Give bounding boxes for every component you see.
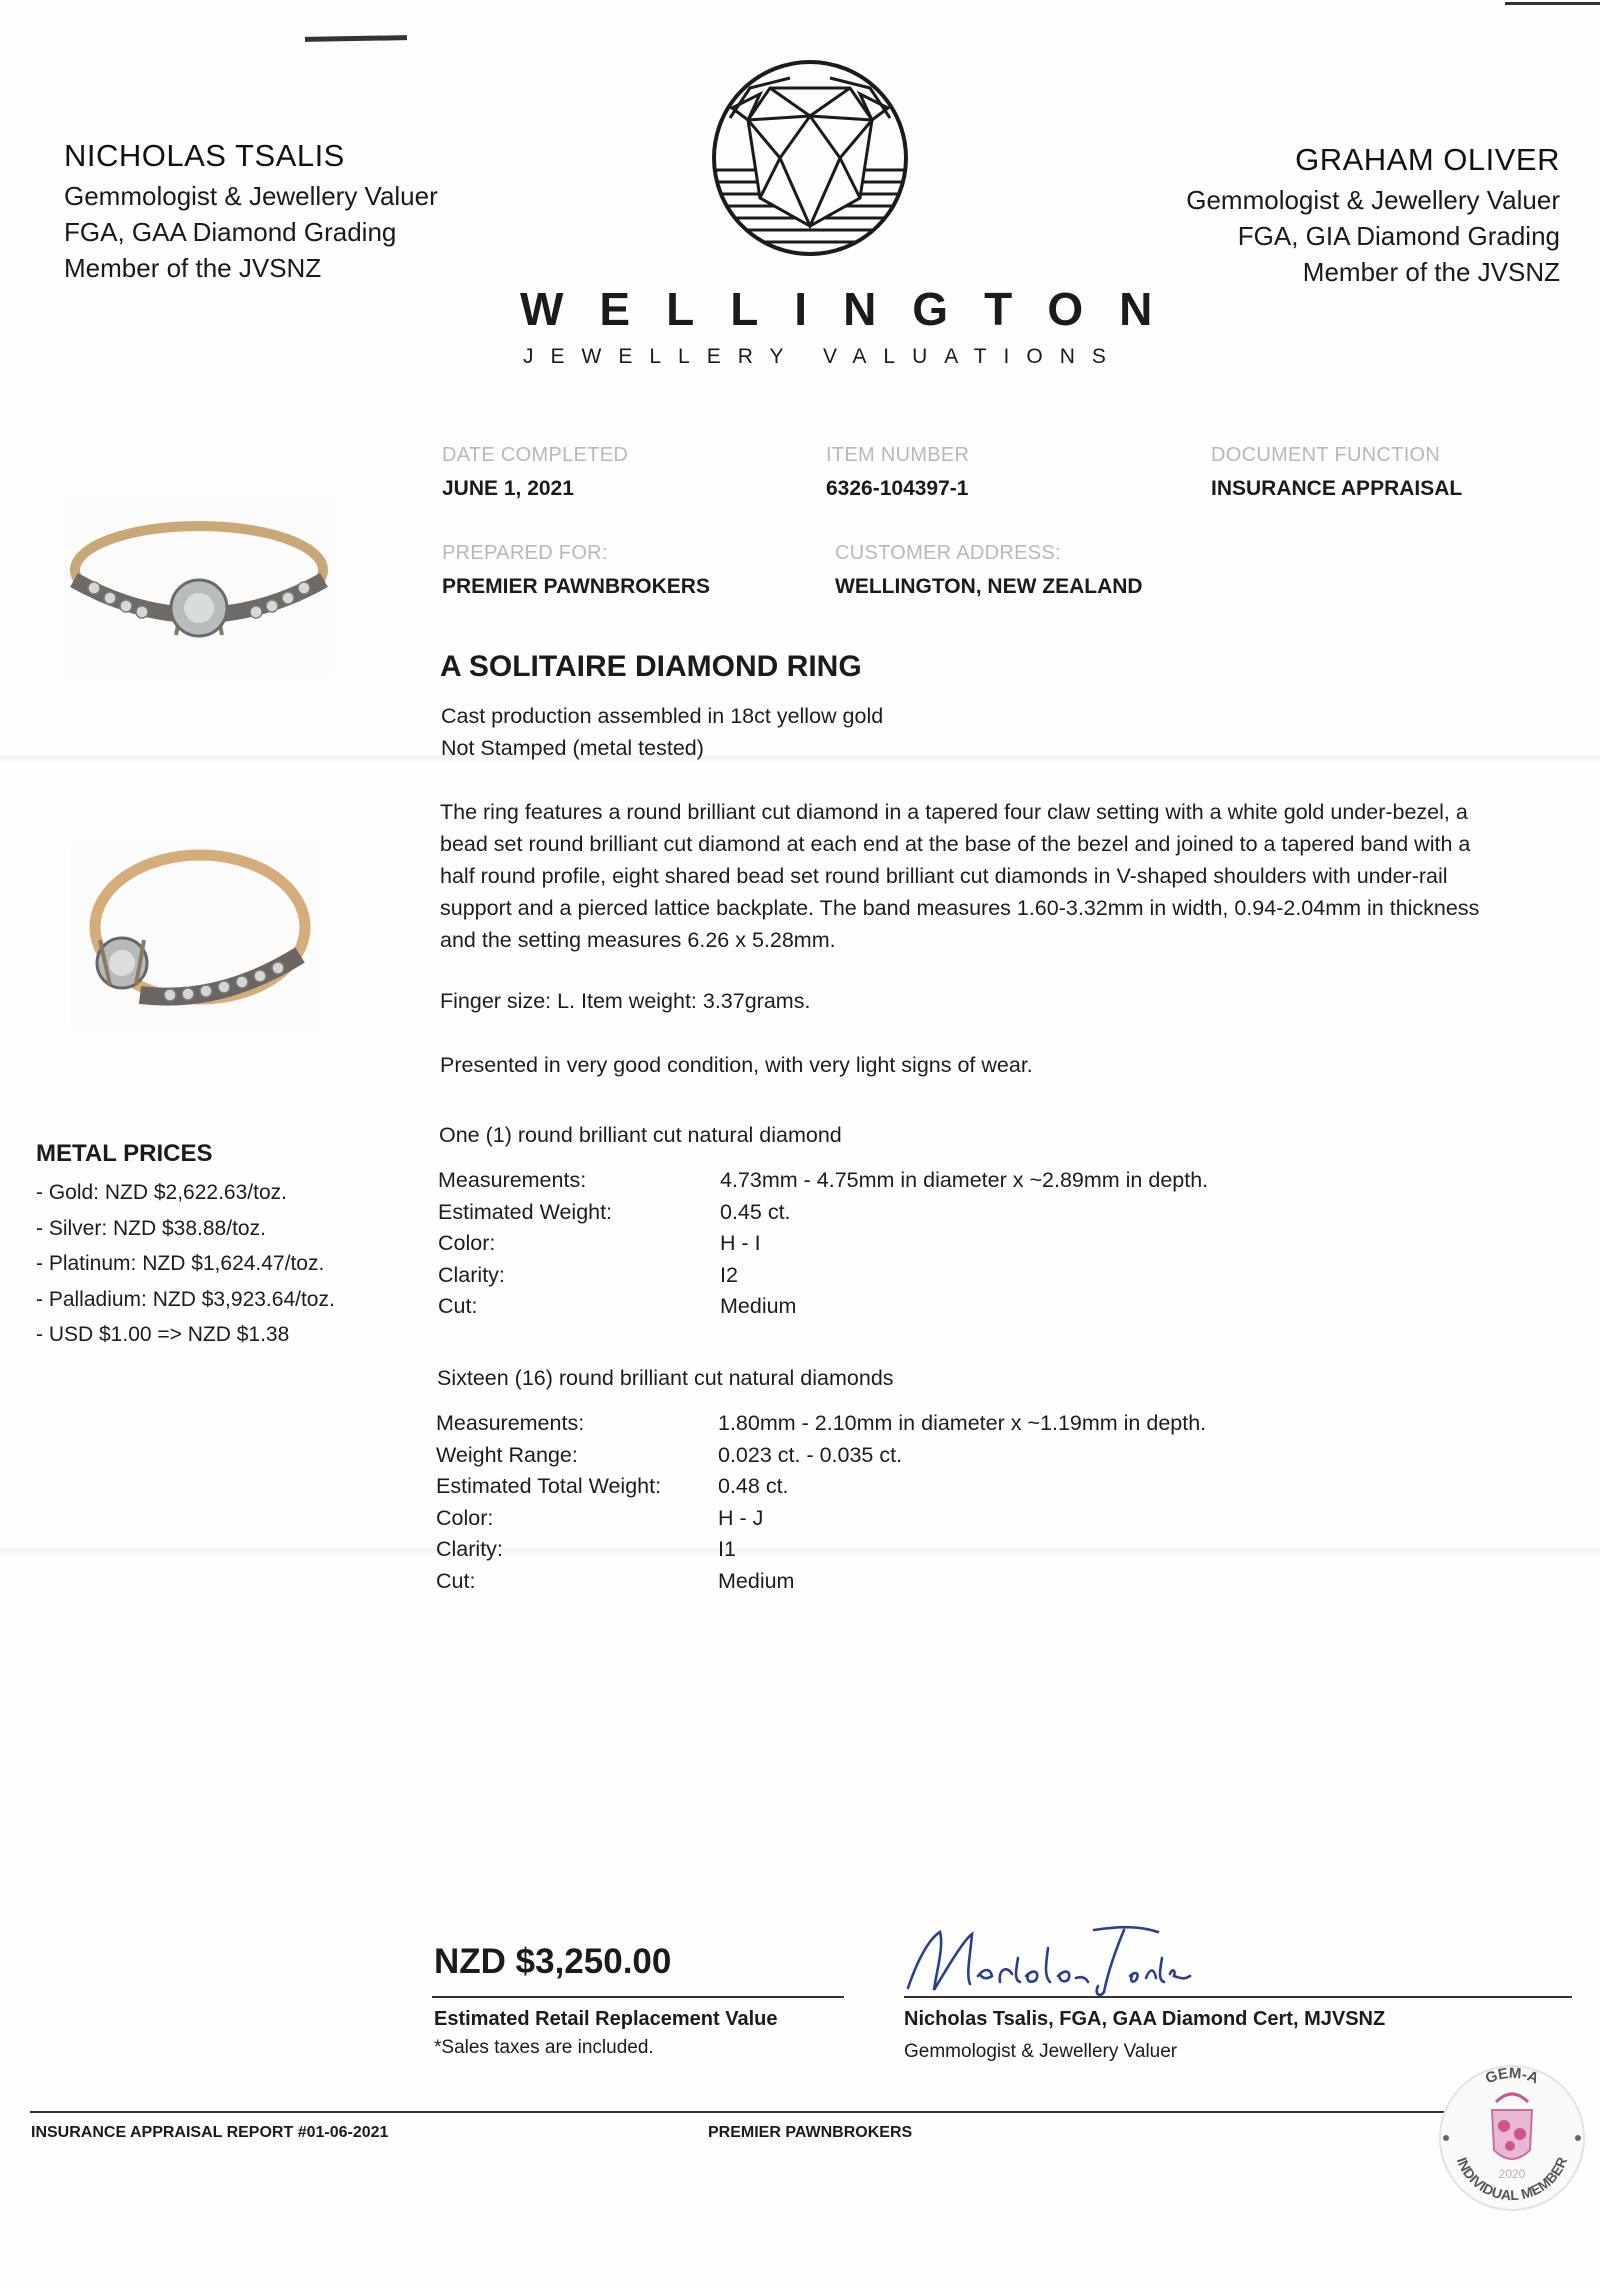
spec-value: Medium xyxy=(720,1294,797,1319)
spec-key: Measurements: xyxy=(436,1411,585,1436)
item-description-line: and the setting measures 6.26 x 5.28mm. xyxy=(440,928,836,952)
item-description-line: bead set round brilliant cut diamond at each end at the base of the bezel and joined to a tapered band with a xyxy=(440,832,1471,856)
spec-value: 0.45 ct. xyxy=(720,1199,791,1224)
spec-key: Cut: xyxy=(438,1294,478,1319)
spec-row xyxy=(438,1260,1208,1292)
pen-mark xyxy=(305,35,407,42)
item-description xyxy=(440,796,1560,956)
item-material-line: Cast production assembled in 18ct yellow gold xyxy=(441,704,884,728)
pen-mark xyxy=(1505,2,1600,5)
item-material xyxy=(441,700,883,764)
valuer-right-membership: Member of the JVSNZ xyxy=(1302,257,1560,287)
metal-price-item: - Gold: NZD $2,622.63/toz. xyxy=(36,1181,287,1204)
spec-row xyxy=(438,1291,1208,1323)
field-label: DOCUMENT FUNCTION xyxy=(1211,444,1441,466)
price-rule xyxy=(432,1996,844,1998)
seal-text-top: GEM-A xyxy=(1483,2064,1541,2088)
brand-name: WELLINGTON xyxy=(520,283,1189,335)
valuer-left-block xyxy=(64,138,438,286)
spec-value: I1 xyxy=(718,1537,736,1562)
field-label: PREPARED FOR: xyxy=(442,542,608,564)
field-item-number xyxy=(826,444,969,501)
item-description-line: support and a pierced lattice backplate. The band measures 1.60-3.32mm in width, 0.94-2.04mm in thickness xyxy=(440,896,1480,920)
item-condition: Presented in very good condition, with very light signs of wear. xyxy=(440,1053,1033,1077)
field-customer-address xyxy=(835,542,1143,599)
valuer-left-title: Gemmologist & Jewellery Valuer xyxy=(64,181,438,211)
item-title: A SOLITAIRE DIAMOND RING xyxy=(440,650,862,683)
spec-value: H - J xyxy=(718,1505,764,1530)
valuer-right-title: Gemmologist & Jewellery Valuer xyxy=(1186,185,1560,215)
field-label: ITEM NUMBER xyxy=(826,444,970,466)
spec-key: Clarity: xyxy=(438,1262,505,1287)
spec-value: Medium xyxy=(718,1568,795,1593)
valuer-left-membership: Member of the JVSNZ xyxy=(64,253,322,283)
diamond-group-2-specs xyxy=(436,1408,1206,1597)
valuer-right-name: GRAHAM OLIVER xyxy=(1295,142,1560,177)
footer-rule xyxy=(30,2111,1450,2113)
spec-value: 1.80mm - 2.10mm in diameter x ~1.19mm in depth. xyxy=(718,1411,1207,1436)
replacement-value-label: Estimated Retail Replacement Value xyxy=(434,2008,778,2030)
footer-report-number: INSURANCE APPRAISAL REPORT #01-06-2021 xyxy=(31,2124,389,2141)
signature-image xyxy=(900,1918,1200,2000)
field-value: WELLINGTON, NEW ZEALAND xyxy=(835,575,1143,598)
spec-key: Clarity: xyxy=(436,1537,503,1562)
field-label: DATE COMPLETED xyxy=(442,444,629,466)
field-value: PREMIER PAWNBROKERS xyxy=(442,575,710,598)
valuer-left-qualification: FGA, GAA Diamond Grading xyxy=(64,217,397,247)
replacement-value: NZD $3,250.00 xyxy=(434,1942,672,1981)
metal-prices-list xyxy=(36,1175,335,1353)
diamond-group-1-specs xyxy=(438,1165,1208,1323)
spec-value: H - I xyxy=(720,1231,761,1256)
tax-note: *Sales taxes are included. xyxy=(434,2037,654,2058)
spec-key: Measurements: xyxy=(438,1168,587,1193)
signature-rule xyxy=(904,1996,1572,1998)
diamond-group-2-heading: Sixteen (16) round brilliant cut natural diamonds xyxy=(437,1366,894,1390)
wellington-logo-icon xyxy=(710,58,910,258)
spec-key: Color: xyxy=(436,1505,494,1530)
spec-row xyxy=(436,1408,1206,1440)
spec-value: 4.73mm - 4.75mm in diameter x ~2.89mm in depth. xyxy=(720,1168,1209,1193)
metal-price-item: - Platinum: NZD $1,624.47/toz. xyxy=(36,1252,325,1275)
metal-price-item: - Silver: NZD $38.88/toz. xyxy=(36,1216,266,1240)
spec-row xyxy=(436,1566,1206,1598)
spec-value: 0.023 ct. - 0.035 ct. xyxy=(718,1442,903,1467)
spec-key: Cut: xyxy=(436,1568,476,1593)
signatory-name: Nicholas Tsalis, FGA, GAA Diamond Cert, MJVSNZ xyxy=(904,2008,1386,2030)
diamond-group-1-heading: One (1) round brilliant cut natural diamond xyxy=(439,1123,842,1147)
field-prepared-for xyxy=(442,542,710,599)
field-date-completed xyxy=(442,444,628,501)
metal-price-item: - Palladium: NZD $3,923.64/toz. xyxy=(36,1287,335,1311)
item-material-line: Not Stamped (metal tested) xyxy=(441,736,704,760)
valuer-right-qualification: FGA, GIA Diamond Grading xyxy=(1237,221,1560,251)
item-description-line: The ring features a round brilliant cut diamond in a tapered four claw setting with a white gold under-bezel, a xyxy=(440,800,1468,824)
spec-key: Weight Range: xyxy=(436,1442,578,1467)
field-value: 6326-104397-1 xyxy=(826,477,969,500)
metal-price-item: - USD $1.00 => NZD $1.38 xyxy=(36,1323,290,1346)
spec-row xyxy=(436,1471,1206,1503)
spec-row xyxy=(438,1228,1208,1260)
spec-row xyxy=(436,1534,1206,1566)
field-value: INSURANCE APPRAISAL xyxy=(1211,477,1463,500)
spec-row xyxy=(436,1440,1206,1472)
spec-value: I2 xyxy=(720,1262,738,1287)
footer-client: PREMIER PAWNBROKERS xyxy=(708,2124,913,2141)
spec-key: Color: xyxy=(438,1231,496,1256)
gem-a-seal xyxy=(1432,2050,1592,2220)
ring-photo-side xyxy=(70,845,320,1030)
item-size-weight: Finger size: L. Item weight: 3.37grams. xyxy=(440,989,811,1013)
field-document-function xyxy=(1211,444,1462,501)
spec-value: 0.48 ct. xyxy=(718,1474,789,1499)
brand-subtitle: JEWELLERY VALUATIONS xyxy=(523,345,1123,368)
valuer-left-name: NICHOLAS TSALIS xyxy=(64,138,345,173)
valuer-right-block xyxy=(1186,142,1560,290)
field-label: CUSTOMER ADDRESS: xyxy=(835,542,1061,564)
spec-row xyxy=(436,1503,1206,1535)
spec-row xyxy=(438,1165,1208,1197)
spec-key: Estimated Total Weight: xyxy=(436,1474,662,1499)
field-value: JUNE 1, 2021 xyxy=(442,477,574,500)
spec-key: Estimated Weight: xyxy=(438,1199,613,1224)
seal-text-bottom: INDIVIDUAL MEMBER xyxy=(1453,2154,1571,2204)
metal-prices-title: METAL PRICES xyxy=(36,1140,213,1167)
item-description-line: half round profile, eight shared bead set round brilliant cut diamonds in V-shaped shoulders with under-rail xyxy=(440,864,1448,888)
spec-row xyxy=(438,1197,1208,1229)
signatory-title: Gemmologist & Jewellery Valuer xyxy=(904,2041,1178,2062)
ring-photo-front xyxy=(64,500,334,675)
seal-year: 2020 xyxy=(1498,2167,1526,2181)
